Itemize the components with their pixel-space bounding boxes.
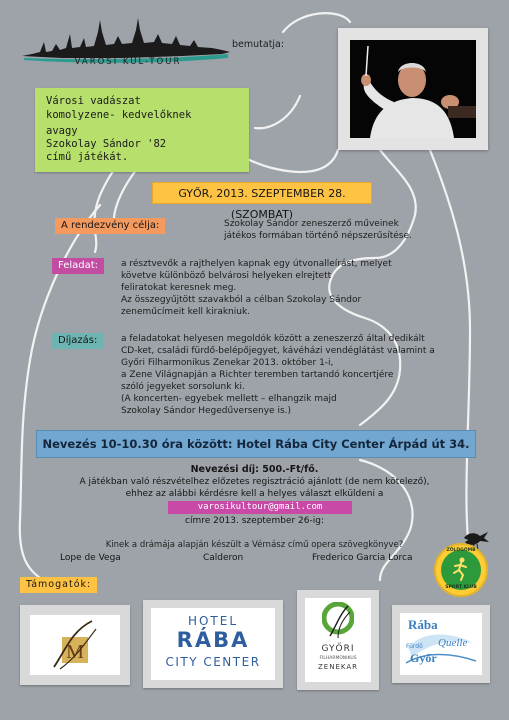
purpose-text xyxy=(224,218,412,242)
quiz-question: Kinek a drámája alapján készült a Vérnász című opera szövegkönyve? xyxy=(105,540,404,550)
raba-quelle-logo xyxy=(400,613,482,675)
task-text-line: követve különböző belvárosi helyeken elrejtett xyxy=(121,271,332,281)
task-text-line: zeneműcímeit kell kirakniuk. xyxy=(121,307,251,317)
spa-logo-line-2: Quelle xyxy=(438,637,468,649)
conductor-photo-frame xyxy=(338,28,488,150)
registration-deadline: címre 2013. szeptember 26-ig: xyxy=(185,516,324,526)
orchestra-logo xyxy=(305,598,371,682)
conductor-photo xyxy=(350,40,476,138)
registration-fee: Nevezési díj: 500.-Ft/fő. xyxy=(190,464,319,475)
prizes-text-line: a Zene Világnapján a Richter teremben tartandó koncertjére xyxy=(121,370,394,380)
presents-label: bemutatja: xyxy=(232,39,285,50)
event-title-line-3: avagy xyxy=(46,125,78,137)
orchestra-logo-line-1: GYŐRI xyxy=(321,644,355,654)
hotel-logo-line-3: CITY CENTER xyxy=(165,655,261,669)
sport-club-badge xyxy=(434,543,488,597)
event-title-line-1: Városi vadászat xyxy=(46,95,141,107)
hotel-logo-line-1: HOTEL xyxy=(187,614,239,628)
event-title-box xyxy=(35,88,249,172)
sponsors-label: Támogatók: xyxy=(20,577,97,593)
logo-text: VÁROSI KUL-TOUR xyxy=(74,57,182,67)
quiz-option-3: Frederico Garcia Lorca xyxy=(312,553,413,563)
prizes-text xyxy=(121,333,435,417)
prizes-label: Díjazás: xyxy=(52,333,103,349)
event-title-main xyxy=(46,94,191,122)
spa-logo-line-4: Győr xyxy=(410,651,437,665)
prizes-text-line: (A koncerten- egyebek mellett – elhangzik majd xyxy=(121,394,337,404)
sport-club-badge-top-text: ZÖLDGÖMB xyxy=(446,548,476,553)
purpose-label: A rendezvény célja: xyxy=(55,218,165,234)
sponsor-orchestra-card xyxy=(297,590,379,690)
hotel-raba-logo xyxy=(151,608,275,680)
spa-logo-line-1: Rába xyxy=(408,617,438,632)
orchestra-logo-line-3: ZENEKAR xyxy=(318,663,358,671)
prizes-text-line: szóló jegyeket sorsolunk ki. xyxy=(121,382,245,392)
registration-text xyxy=(0,476,509,500)
registration-text-line: A játékban való részvételhez előzetes regisztráció ajánlott (de nem kötelező), xyxy=(79,477,430,487)
task-label: Feladat: xyxy=(52,258,104,274)
m-monogram-logo xyxy=(52,619,98,671)
event-title-sub xyxy=(46,125,166,164)
sponsor-hotel-card xyxy=(143,600,283,688)
orchestra-logo-line-2: FILHARMONIKUS xyxy=(319,656,357,661)
event-title-line-2: komolyzene- kedvelőknek xyxy=(46,109,192,121)
event-title-line-5: című játékát. xyxy=(46,151,129,163)
runner-icon xyxy=(451,557,471,581)
task-text xyxy=(121,258,392,318)
purpose-text-line: játékos formában történő népszerűsítése. xyxy=(224,231,412,241)
quiz-option-2: Calderon xyxy=(203,553,244,563)
svg-text:M: M xyxy=(66,641,84,663)
registration-text-line: ehhez az alábbi kérdésre kell a helyes választ elküldeni a xyxy=(125,489,384,499)
quiz-option-1: Lope de Vega xyxy=(60,553,121,563)
registration-banner: Nevezés 10-10.30 óra között: Hotel Rába City Center Árpád út 34. xyxy=(36,430,476,458)
sponsor-spa-card xyxy=(392,605,490,683)
task-text-line: feliratokat keresnek meg. xyxy=(121,283,237,293)
purpose-text-line: Szokolay Sándor zeneszerző műveinek xyxy=(224,219,399,229)
sport-club-badge-bottom-text: SPORT KLUB xyxy=(445,585,477,590)
prizes-text-line: a feladatokat helyesen megoldók között a zeneszerző által dedikált xyxy=(121,334,425,344)
prizes-text-line: Szokolay Sándor Hegedűversenye is.) xyxy=(121,406,292,416)
event-date: GYŐR, 2013. SZEPTEMBER 28. (SZOMBAT) xyxy=(152,182,372,204)
prizes-text-line: Győri Filharmonikus Zenekar 2013. október 1-i, xyxy=(121,358,334,368)
prizes-text-line: CD-ket, családi fürdő-belépőjegyet, kávéházi vendéglátást valamint a xyxy=(121,346,435,356)
sponsor-m-logo-card xyxy=(20,605,130,685)
spa-logo-line-3: Fürdő xyxy=(406,643,423,650)
task-text-line: a résztvevők a rajthelyen kapnak egy útvonalleírást, melyet xyxy=(121,259,392,269)
registration-email-link[interactable]: varosikultour@gmail.com xyxy=(168,501,352,514)
task-text-line: Az összegyűjtött szavakból a célban Szokolay Sándor xyxy=(121,295,362,305)
hotel-logo-line-2: RÁBA xyxy=(176,628,250,652)
event-title-line-4: Szokolay Sándor '82 xyxy=(46,138,167,150)
orchestra-emblem-icon xyxy=(322,602,354,640)
